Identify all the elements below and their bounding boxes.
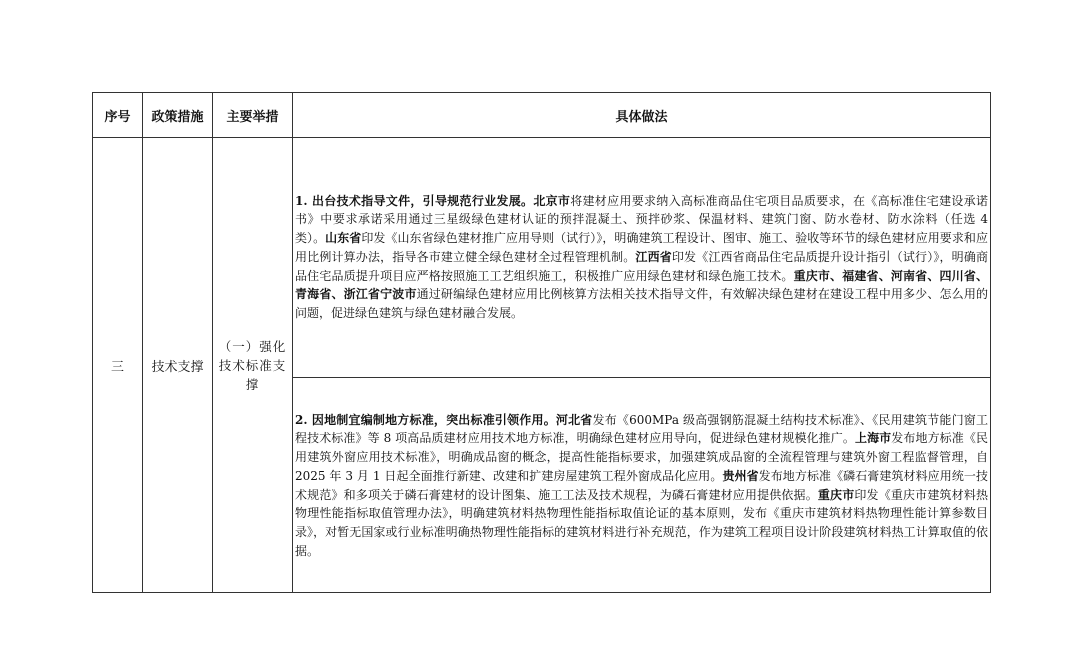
header-row bbox=[93, 93, 991, 138]
bold-segment: 河北省 bbox=[555, 412, 593, 427]
bold-segment: 上海市 bbox=[854, 431, 892, 446]
bold-segment: 2. 因地制宜编制地方标准，突出标准引领作用。 bbox=[295, 412, 556, 427]
text-segment: 发布地方标准《磷石膏建筑材料应用统一技术规范》和多项关于磷石膏建材的设计图集、施工工法及技术规程，为磷石膏建材应用提供依据。 bbox=[295, 468, 988, 502]
text-segment: 将建材应用要求纳入高标准商品住宅项目品质要求，在《高标准住宅建设承诺书》中要求承诺采用通过三星级绿色建材认证的预拌混凝土、预拌砂浆、保温材料、建筑门窗、防水卷材、防水涂料（任选 4 类）。 bbox=[295, 193, 988, 246]
text-segment: 通过研编绿色建材应用比例核算方法相关技术指导文件，有效解决绿色建材在建设工程中用多少、怎么用的问题，促进绿色建筑与绿色建材融合发展。 bbox=[295, 287, 988, 320]
header-seq: 序号 bbox=[93, 93, 143, 138]
detail-paragraph-2 bbox=[293, 378, 990, 561]
cell-main-measure: （一）强化技术标准支撑 bbox=[213, 138, 293, 593]
policy-table bbox=[92, 92, 991, 593]
bold-segment: 重庆市、福建省、河南省、四川省、青海省、浙江省宁波市 bbox=[295, 268, 988, 302]
bold-segment: 江西省 bbox=[635, 249, 672, 264]
header-detail: 具体做法 bbox=[293, 93, 991, 138]
bold-segment: 山东省 bbox=[325, 231, 362, 246]
cell-seq: 三 bbox=[93, 138, 143, 593]
text-segment: 印发《重庆市建筑材料热物理性能指标取值管理办法》，明确建筑材料热物理性能指标取值论证的基本原则，发布《重庆市建筑材料热物理性能计算参数目录》，对暂无国家或行业标准明确热物理性能指标的建筑材料进行补充规范，作为建筑工程项目设计阶段建筑材料热工计算取值的依据。 bbox=[295, 487, 988, 558]
detail-paragraph-1 bbox=[293, 170, 990, 375]
text-segment: 发布《600MPa 级高强钢筋混凝土结构技术标准》、《民用建筑节能门窗工程技术标准》等 8 项高品质建材应用技术地方标准，明确绿色建材应用导向，促进绿色建材规模化推广。 bbox=[295, 412, 988, 446]
text-segment: 发布地方标准《民用建筑外窗应用技术标准》，明确成品窗的概念，提高性能指标要求，加强建筑成品窗的全流程管理与建筑外窗工程监督管理，自 2025 年 3 月 1 日起全面推行新建、改建和扩建房屋建筑工程外窗成品化应用。 bbox=[295, 431, 988, 483]
bold-segment: 北京市 bbox=[533, 193, 571, 208]
table-row bbox=[93, 138, 991, 593]
header-policy: 政策措施 bbox=[143, 93, 213, 138]
cell-detail bbox=[293, 138, 991, 593]
header-main-measure: 主要举措 bbox=[213, 93, 293, 138]
text-segment: 印发《山东省绿色建材推广应用导则（试行）》，明确建筑工程设计、图审、施工、验收等环节的绿色建材应用要求和应用比例计算办法，指导各市建立健全绿色建材全过程管理机制。 bbox=[295, 231, 988, 264]
bold-segment: 重庆市 bbox=[817, 487, 855, 502]
cell-policy: 技术支撑 bbox=[143, 138, 213, 593]
text-segment: 印发《江西省商品住宅品质提升设计指引（试行）》，明确商品住宅品质提升项目应严格按照施工工艺组织施工，积极推广应用绿色建材和绿色施工技术。 bbox=[295, 249, 988, 283]
bold-segment: 贵州省 bbox=[722, 468, 759, 483]
bold-segment: 1. 出台技术指导文件，引导规范行业发展。 bbox=[295, 193, 534, 208]
